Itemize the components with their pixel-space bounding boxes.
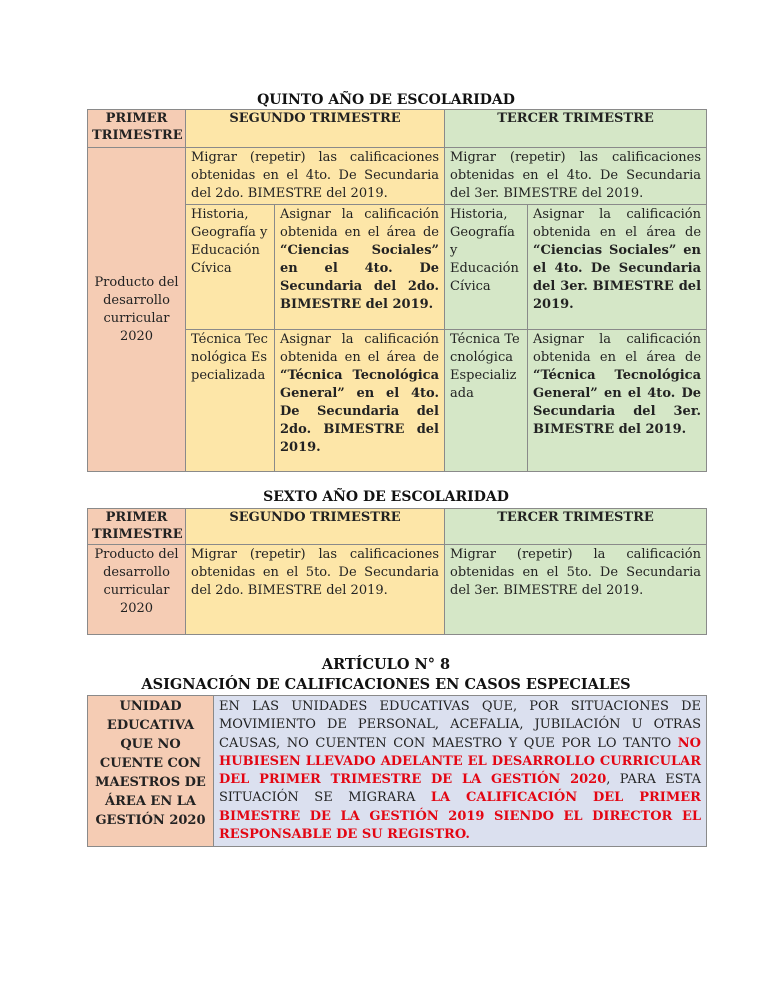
quinto-migrate-tercer: Migrar (repetir) las calificaciones obtenidas en el 4to. De Secundaria del 3er. BIMESTRE del 2019.: [445, 148, 707, 205]
quinto-header-segundo: SEGUNDO TRIMESTRE: [186, 110, 445, 148]
quinto-hist-tercer-bold: “Ciencias Sociales” en el 4to. De Secundaria del 3er. BIMESTRE del 2019.: [533, 243, 702, 312]
article-text-1: EN LAS UNIDADES EDUCATIVAS QUE, POR SITUACIONES DE MOVIMIENTO DE PERSONAL, ACEFALIA, JUBILACIÓN U OTRAS CAUSAS, NO CUENTEN CON MAESTRO Y QUE POR LO TANTO: [219, 699, 701, 751]
quinto-product-cell: Producto del desarrollo curricular 2020: [88, 148, 186, 472]
quinto-header-tercer: TERCER TRIMESTRE: [445, 110, 707, 148]
article-title: ARTÍCULO N° 8: [321, 656, 451, 673]
sexto-title: SEXTO AÑO DE ESCOLARIDAD: [263, 489, 509, 505]
quinto-hist-segundo-text: Asignar la calificación obtenida en el área de: [280, 207, 439, 240]
quinto-tec-segundo-bold: “Técnica Tecnológica General” en el 4to. De Secundaria del 2do. BIMESTRE del 2019.: [280, 368, 439, 455]
quinto-table: [87, 109, 707, 472]
quinto-tec-segundo-text: Asignar la calificación obtenida en el área de: [280, 332, 439, 365]
quinto-hist-tercer-text: Asignar la calificación obtenida en el área de: [533, 207, 702, 240]
quinto-tec-label-tercer: Técnica Tecnológica Especializada: [445, 330, 528, 472]
article-table: [87, 695, 707, 847]
sexto-header-primer: PRIMER TRIMESTRE: [88, 509, 186, 545]
quinto-hist-tercer: [528, 205, 707, 330]
quinto-tec-label-segundo: Técnica Tecnológica Especializada: [186, 330, 275, 472]
quinto-tec-segundo: [275, 330, 445, 472]
sexto-header-segundo: SEGUNDO TRIMESTRE: [186, 509, 445, 545]
article-text-2: , PARA ESTA SITUACIÓN SE MIGRARA: [219, 772, 702, 806]
sexto-header-tercer: TERCER TRIMESTRE: [445, 509, 707, 545]
article-subtitle: ASIGNACIÓN DE CALIFICACIONES EN CASOS ESPECIALES: [141, 676, 631, 693]
quinto-tec-tercer-bold: “Técnica Tecnológica General” en el 4to. De Secundaria del 3er. BIMESTRE del 2019.: [533, 368, 702, 437]
article-red-2: LA CALIFICACIÓN DEL PRIMER BIMESTRE DE LA GESTIÓN 2019 SIENDO EL DIRECTOR EL RESPONSABLE DE SU REGISTRO.: [219, 790, 701, 843]
quinto-hist-segundo: [275, 205, 445, 330]
article-left-box: UNIDAD EDUCATIVA QUE NO CUENTE CON MAESTROS DE ÁREA EN LA GESTIÓN 2020: [88, 696, 214, 847]
quinto-migrate-segundo: Migrar (repetir) las calificaciones obtenidas en el 4to. De Secundaria del 2do. BIMESTRE del 2019.: [186, 148, 445, 205]
article-red-1: NO HUBIESEN LLEVADO ADELANTE EL DESARROLLO CURRICULAR DEL PRIMER TRIMESTRE DE LA GESTIÓN 2020: [219, 735, 701, 788]
quinto-hist-segundo-bold: “Ciencias Sociales” en el 4to. De Secundaria del 2do. BIMESTRE del 2019.: [280, 243, 439, 312]
quinto-hist-label-tercer: Historia, Geografía y Educación Cívica: [445, 205, 528, 330]
sexto-migrate-tercer: Migrar (repetir) la calificación obtenidas en el 5to. De Secundaria del 3er. BIMESTRE del 2019.: [445, 545, 707, 635]
sexto-product-cell: Producto del desarrollo curricular 2020: [88, 545, 186, 635]
quinto-tec-tercer: [528, 330, 707, 472]
sexto-migrate-segundo: Migrar (repetir) las calificaciones obtenidas en el 5to. De Secundaria del 2do. BIMESTRE del 2019.: [186, 545, 445, 635]
quinto-header-primer: PRIMER TRIMESTRE: [88, 110, 186, 148]
quinto-title: QUINTO AÑO DE ESCOLARIDAD: [257, 92, 515, 108]
article-body: [214, 696, 707, 847]
quinto-tec-tercer-text: Asignar la calificación obtenida en el área de: [533, 332, 702, 365]
quinto-hist-label-segundo: Historia, Geografía y Educación Cívica: [186, 205, 275, 330]
sexto-table: [87, 508, 707, 635]
